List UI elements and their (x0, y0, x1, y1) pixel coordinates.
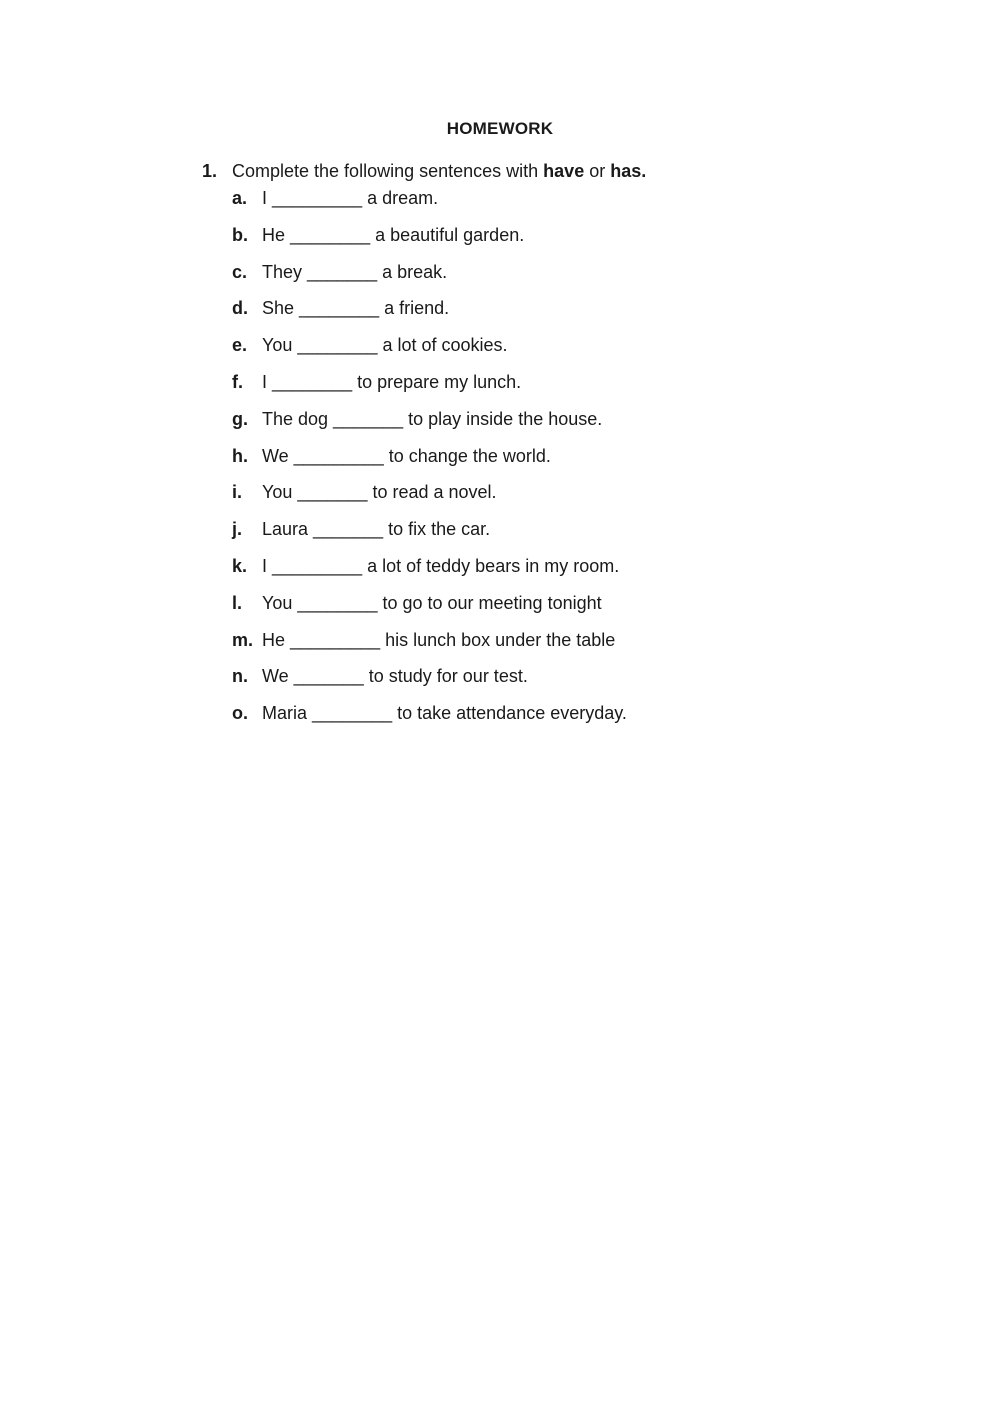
item-sentence: They _______ a break. (262, 261, 448, 282)
item-sentence: We _______ to study for our test. (262, 666, 528, 687)
item-letter: j. (232, 519, 243, 540)
item-letter: n. (232, 666, 248, 687)
list-item (232, 481, 627, 518)
list-item (232, 408, 627, 445)
item-letter: g. (232, 408, 248, 429)
item-sentence: She ________ a friend. (262, 298, 450, 319)
list-item (232, 518, 627, 555)
prompt-middle: or (584, 161, 611, 181)
item-sentence: I ________ to prepare my lunch. (262, 371, 522, 392)
list-item (232, 592, 627, 629)
item-sentence: Laura _______ to fix the car. (262, 519, 491, 540)
item-sentence: You ________ to go to our meeting tonight (262, 592, 602, 613)
list-item (232, 371, 627, 408)
question-1 (202, 160, 646, 182)
item-sentence: You _______ to read a novel. (262, 482, 497, 503)
list-item (232, 555, 627, 592)
item-letter: k. (232, 555, 248, 576)
item-sentence: He _________ his lunch box under the table (262, 629, 616, 650)
question-number: 1. (202, 161, 218, 181)
list-item (232, 665, 627, 702)
item-letter: c. (232, 261, 248, 282)
item-sentence: I _________ a lot of teddy bears in my room. (262, 555, 620, 576)
keyword-have: have (543, 161, 585, 181)
list-item (232, 261, 627, 298)
item-letter: a. (232, 188, 248, 208)
list-item (232, 445, 627, 482)
item-letter: o. (232, 703, 248, 724)
page-title: HOMEWORK (446, 119, 554, 138)
item-sentence: We _________ to change the world. (262, 445, 551, 466)
exercise-list (232, 187, 627, 739)
item-letter: h. (232, 445, 248, 466)
list-item (232, 629, 627, 666)
item-letter: m. (232, 629, 254, 650)
item-letter: d. (232, 298, 248, 319)
question-prompt (232, 161, 646, 181)
item-letter: l. (232, 592, 243, 613)
item-sentence: You ________ a lot of cookies. (262, 335, 508, 356)
item-letter: f. (232, 371, 243, 392)
list-item (232, 334, 627, 371)
item-letter: b. (232, 224, 248, 245)
item-letter: i. (232, 482, 243, 503)
item-sentence: He ________ a beautiful garden. (262, 224, 525, 245)
list-item (232, 187, 627, 224)
list-item (232, 224, 627, 261)
item-sentence: The dog _______ to play inside the house. (262, 408, 603, 429)
list-item (232, 702, 627, 739)
prompt-start: Complete the following sentences with (232, 161, 544, 181)
item-letter: e. (232, 335, 248, 356)
item-sentence: Maria ________ to take attendance everyday. (262, 703, 627, 724)
list-item (232, 297, 627, 334)
keyword-has: has. (610, 161, 647, 181)
item-sentence: I _________ a dream. (262, 188, 439, 208)
